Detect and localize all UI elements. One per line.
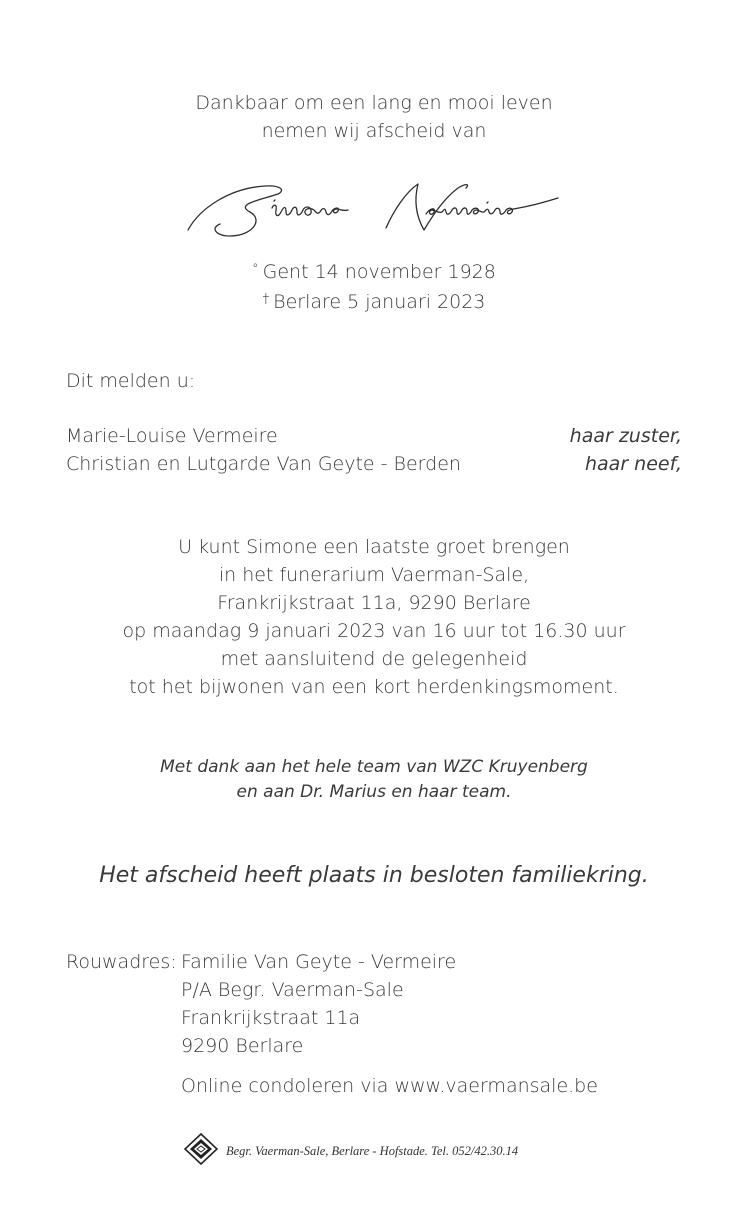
diamond-logo-icon [184,1133,218,1165]
family-relation: haar neef, [585,453,682,475]
address-line: 9290 Berlare [181,1035,304,1057]
family-name: Marie-Louise Vermeire [66,425,278,447]
address-line: P/A Begr. Vaerman-Sale [181,979,404,1001]
online-condolence: Online condoleren via www.vaermansale.be [181,1075,598,1097]
visitation-line: in het funerarium Vaerman-Sale, [218,564,530,586]
death-mark: † [262,292,270,307]
family-row [66,422,682,450]
intro-line-2: nemen wij afscheid van [261,120,487,142]
deceased-name-signature [180,170,570,245]
family-row [66,450,682,478]
address-label: Rouwadres: [66,951,177,973]
announcement-label: Dit melden u: [66,370,196,392]
birth-date: Gent 14 november 1928 [262,261,496,283]
ceremony-note: Het afscheid heeft plaats in besloten familiekring. [99,863,649,888]
intro-line-1: Dankbaar om een lang en mooi leven [195,92,553,114]
thanks-line: Met dank aan het hele team van WZC Kruyenberg [160,757,588,777]
thanks-text [0,755,748,805]
intro-text [0,89,748,145]
footer-text: Begr. Vaerman-Sale, Berlare - Hofstade. Tel. 052/42.30.14 [226,1144,519,1158]
address-line: Familie Van Geyte - Vermeire [181,951,457,973]
death-line [0,286,748,316]
family-relation: haar zuster, [569,425,682,447]
visitation-line: Frankrijkstraat 11a, 9290 Berlare [217,592,531,614]
address-block [181,948,456,1060]
visitation-line: met aansluitend de gelegenheid [220,648,528,670]
visitation-text [0,533,748,701]
thanks-line: en aan Dr. Marius en haar team. [236,782,512,802]
death-date: Berlare 5 januari 2023 [273,291,486,313]
address-line: Frankrijkstraat 11a [181,1007,361,1029]
family-name: Christian en Lutgarde Van Geyte - Berden [66,453,461,475]
life-dates [0,256,748,316]
birth-line [0,256,748,286]
visitation-line: op maandag 9 januari 2023 van 16 uur tot 16.30 uur [122,620,626,642]
visitation-line: U kunt Simone een laatste groet brengen [178,536,570,558]
birth-mark: ° [252,262,259,277]
visitation-line: tot het bijwonen van een kort herdenkingsmoment. [129,676,619,698]
